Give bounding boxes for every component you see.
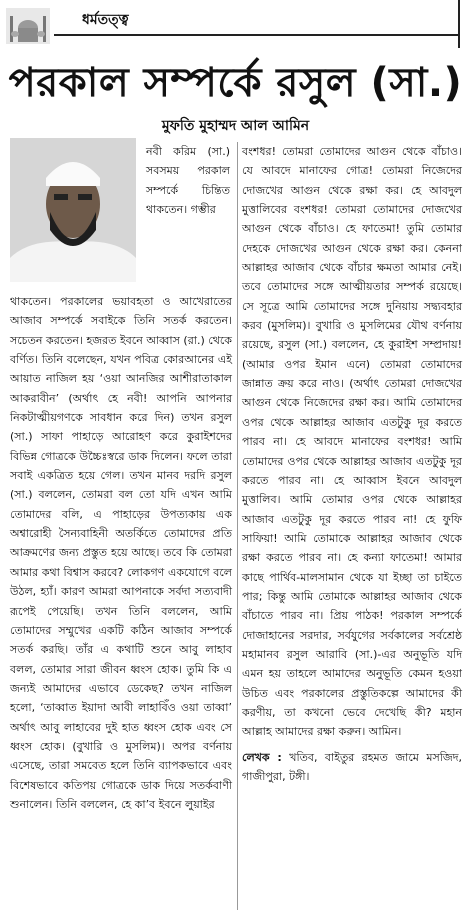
article-title: পরকাল সম্পর্কে রসুল (সা.) <box>8 60 463 106</box>
column-2-text <box>242 142 462 786</box>
body-text: থাকতেন। পরকালের ভয়াবহতা ও আখেরাতের আজাব সম্পর্কে সবাইকে তিনি সতর্ক করতেন। সচেতন করতেন। হজরত ইবনে আব্বাস (রা.) থেকে বর্ণিত। তিনি বলেছেন, যখন পবিত্র কোরআনের এই আয়াত নাজিল হয় ‘ওয়া আনজির আশীরাতাকাল আকরাবীন’ (অর্থাৎ হে নবী! আপনি আপনার নিকটাত্মীয়গণকে সাবধান করে দিন) তখন রসুল (সা.) সাফা পাহাড়ে আরোহণ করে কুরাইশদের বিভিন্ন গোত্রকে উচ্চৈঃস্বরে ডাক দিলেন। ফলে তারা সবাই একত্রিত হয়ে গেল। তখন মানব দরদি রসুল (সা.) বললেন, তোমরা বল তো যদি এখন আমি তোমাদের বলি, এ পাহাড়ের উপত্যকায় এক অশ্বারোহী সৈন্যবাহিনী অতর্কিতে তোমাদের প্রতি আক্রমণের জন্য প্রস্তুত হয়ে আছে। তবে কি তোমরা আমার কথা বিশ্বাস করবে? লোকগণ একযোগে বলে উঠল, হ্যাঁ। কারণ আমরা আপনাকে সর্বদা সত্যবাদী রূপেই পেয়েছি। তখন তিনি বললেন, আমি তোমাদের সম্মুখের একটি কঠিন আজাব সম্পর্কে সতর্ক করছি। তাঁর এ কথাটি শুনে আবু লাহাব বলল, তোমার সারা জীবন ধ্বংস হোক। তুমি কি এ জন্যই আমাদের এভাবে ডেকেছ? তখন নাজিল হলো, ‘তাব্বাত ইয়াদা আবী লাহাবিঁও ওয়া তাব্বা’ অর্থাৎ আবু লাহাবের দুই হাত ধ্বংস হোক এবং সে ধ্বংস হোক। (বুখারি ও মুসলিম)। অপর বর্ণনায় এসেছে, তারা সমবেত হলে তিনি ব্যাপকভাবে এবং বিশেষভাবে কতিপয় গোত্রকে ডাক দিয়ে সতর্কবাণী শুনালেন। তিনি বললেন, হে কা’ব ইবনে লুয়াইর <box>10 295 232 811</box>
body-text: নবী করিম (সা.) সবসময় পরকাল সম্পর্কে চিন্তিত থাকতেন। গম্ভীর <box>146 145 230 217</box>
section-label: ধর্মতত্ত্ব <box>82 12 129 28</box>
byline-label: লেখক : <box>242 750 282 764</box>
author-byline <box>242 748 462 787</box>
column-divider <box>237 142 238 910</box>
header-divider <box>54 34 458 36</box>
author-photo <box>10 138 136 282</box>
page-header <box>0 0 471 55</box>
mosque-icon <box>6 8 50 44</box>
article-author: মুফতি মুহাম্মদ আল আমিন <box>161 118 310 134</box>
column-1-top-text <box>146 142 230 219</box>
author-portrait-image <box>10 138 136 282</box>
body-text: বংশধর! তোমরা তোমাদের আগুন থেকে বাঁচাও। যে আবদে মানাফের গোত্র! তোমরা নিজেদের দোজখের আগুন থেকে রক্ষা কর। হে আবদুল মুত্তালিবের বংশধর! তোমরা তোমাদের দোজখের আগুন থেকে বাঁচাও। হে ফাতেমা! তুমি তোমার দেহকে দোজখের আগুন থেকে রক্ষা কর। কেননা আল্লাহর আজাব থেকে বাঁচার ক্ষমতা আমার নেই। তবে তোমাদের সঙ্গে আত্মীয়তার সম্পর্ক রয়েছে। সে সূত্রে আমি তোমাদের সঙ্গে দুনিয়ায় সদ্ব্যবহার করব (মুসলিম)। বুখারি ও মুসলিমের যৌথ বর্ণনায় রয়েছে, রসুল (সা.) বললেন, হে কুরাইশ সম্প্রদায়! (আমার ওপর ইমান এনে) তোমরা তোমাদের জান্নাত ক্রয় করে নাও। (অর্থাৎ তোমরা দোজখের আগুন থেকে নিজেদের রক্ষা কর। আমি তোমাদের ওপর থেকে আল্লাহর আজাব এতটুকু দূর করতে পারব না। হে আবদে মানাফের বংশধর! আমি তোমাদের ওপর থেকে আল্লাহর আজাব এতটুকু দূর করতে পারব না। হে আব্বাস ইবনে আবদুল মুত্তালিব। আমি তোমার ওপর থেকে আল্লাহর আজাব এতটুকু দূর করতে পারব না! হে ফুফি সাফিয়া! আমি তোমাকে আল্লাহর আজাব থেকে রক্ষা করতে পারব না। হে কন্যা ফাতেমা! আমার কাছে পার্থিব-মালসামান থেকে যা ইচ্ছা তা চাইতে পার; কিন্তু আমি তোমাকে আল্লাহর আজাব থেকে বাঁচাতে পারব না। প্রিয় পাঠক! পরকাল সম্পর্কে দোজাহানের সরদার, সর্বযুগের সর্বকালের সর্বশ্রেষ্ঠ মহামানব রসুল আরাবি (সা.)-এর অনুভূতি যদি এমন হয় তাহলে আমাদের অনুভূতি কেমন হওয়া উচিত এবং পরকালের প্রস্তুতিকল্পে আমাদের কী করণীয়, তা কখনো ভেবে দেখেছি কী? মহান আল্লাহ আমাদের রক্ষা করুন। আমিন। <box>242 145 462 739</box>
byline-text: খতিব, বাইতুর রহমত জামে মসজিদ, গাজীপুরা, টঙ্গী। <box>242 750 462 783</box>
header-vertical-divider <box>458 0 460 48</box>
column-1-text <box>10 292 232 814</box>
